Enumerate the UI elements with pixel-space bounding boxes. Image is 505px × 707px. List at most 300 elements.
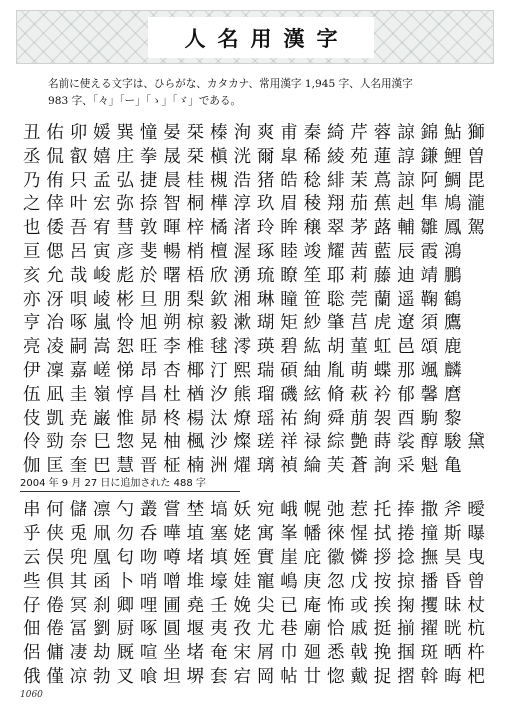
kanji-cell: 霞 [420,241,439,262]
kanji-cell: 秦 [303,123,322,143]
kanji-cell: 藍 [373,241,392,262]
intro-line-2: 983 字、「々」「ー」「ゝ」「ゞ」である。 [48,95,242,107]
kanji-cell: 亦 [22,289,41,310]
kanji-cell: 敦 [139,218,158,239]
kanji-cell: 李 [163,337,181,358]
kanji-cell: 岡 [256,667,275,688]
kanji-cell: 拭 [373,523,392,544]
kanji-cell: 柚 [163,432,181,453]
kanji-cell: 叉 [116,667,134,688]
title-box [148,17,374,58]
kanji-cell: 楓 [186,432,205,453]
kanji-cell: 吻 [139,547,158,568]
kanji-cell: 仔 [22,595,41,616]
kanji-cell: 堵 [186,643,205,664]
kanji-cell: 匂 [116,547,134,568]
kanji-cell: 旺 [139,337,158,358]
kanji-cell: 眸 [280,218,298,239]
kanji-cell: 渚 [233,218,251,239]
kanji-cell [464,384,487,408]
kanji-cell: 耀 [327,241,345,262]
kanji-cell: 碩 [280,360,298,381]
kanji-cell: 磯 [280,384,298,405]
kanji-cell: 亨 [22,313,41,334]
kanji-cell: 瞭 [280,265,298,286]
kanji-cell: 播 [420,571,439,592]
kanji-cell: 猪 [256,170,275,191]
kanji-cell: 凄 [69,643,88,664]
kanji-cell: 朔 [163,313,181,334]
kanji-cell: 攫 [420,595,439,616]
kanji-cell: 玲 [256,218,275,239]
kanji-cell: 俣 [46,547,64,568]
kanji-cell: 曙 [163,265,181,286]
kanji-cell: 雛 [420,218,439,239]
kanji-cell: 欣 [210,265,228,286]
kanji-cell: 蕉 [373,194,392,215]
kanji-cell: 聡 [327,289,345,310]
kanji-cell: 伶 [22,432,41,453]
kanji-cell: 蕗 [373,218,392,239]
kanji-cell: 捻 [397,547,415,568]
kanji-cell [464,289,487,313]
kanji-cell: 嵐 [93,313,111,334]
kanji-cell: 嵯 [93,360,111,381]
kanji-cell: 晏 [163,123,181,143]
kanji-cell: 也 [22,218,41,239]
kanji-table-main [20,122,488,479]
kanji-cell: 洸 [233,146,251,167]
kanji-cell: 黎 [443,408,462,429]
kanji-cell: 梨 [186,289,205,310]
kanji-cell: 壬 [210,595,228,616]
kanji-cell: 杖 [467,595,485,616]
kanji-cell: 埜 [186,500,205,520]
kanji-cell: 坐 [163,643,181,664]
kanji-cell: 昌 [139,384,158,405]
kanji-cell: 凜 [46,360,64,381]
kanji-cell: 佑 [46,123,64,143]
kanji-cell: 爾 [256,146,275,167]
kanji-cell: 諒 [397,170,415,191]
kanji-cell: 虹 [373,337,392,358]
kanji-cell: 蒔 [373,432,392,453]
kanji-cell: 瑛 [256,337,275,358]
kanji-cell: 或 [350,595,368,616]
kanji-cell: 撫 [420,547,439,568]
kanji-cell: 拳 [139,146,158,167]
kanji-cell: 斡 [420,667,439,688]
kanji-cell: 勃 [93,667,111,688]
kanji-cell: 慧 [116,456,134,477]
kanji-cell: 柾 [163,456,181,477]
kanji-cell: 倦 [46,595,64,616]
kanji-cell: 燦 [233,432,251,453]
kanji-cell: 嵩 [93,337,111,358]
kanji-cell: 哉 [69,265,88,286]
kanji-cell: 梧 [186,265,205,286]
kanji-cell: 楢 [186,384,205,405]
kanji-cell: 帖 [280,667,298,688]
kanji-cell: 獅 [467,123,485,143]
kanji-cell: 啄 [69,313,88,334]
kanji-cell: 乎 [22,523,41,544]
kanji-cell: 昏 [443,571,462,592]
kanji-cell: 匡 [46,456,64,477]
kanji-cell: 黛 [467,432,485,453]
kanji-cell: 萠 [350,408,368,429]
kanji-cell: 莞 [350,289,368,310]
kanji-cell: 輔 [397,218,415,239]
kanji-cell: 恰 [327,619,345,640]
kanji-cell: 彗 [116,218,134,239]
kanji-cell: 斯 [443,523,462,544]
kanji-cell: 翔 [327,194,345,215]
kanji-cell: 舜 [327,408,345,429]
kanji-cell: 嶺 [93,384,111,405]
kanji-cell: 塙 [210,500,228,520]
kanji-cell: 喧 [139,643,158,664]
kanji-cell: 勺 [116,500,134,520]
kanji-cell: 瑚 [256,313,275,334]
title-banner [16,10,494,64]
kanji-cell: 劫 [93,643,111,664]
kanji-cell: 綺 [327,123,345,143]
kanji-cell: 撞 [420,523,439,544]
kanji-cell: 欽 [210,289,228,310]
kanji-cell: 綾 [327,146,345,167]
kanji-cell: 些 [22,571,41,592]
kanji-cell: 捉 [373,667,392,688]
kanji-cell: 叶 [69,194,88,215]
kanji-cell: 只 [69,170,88,191]
kanji-cell: 圭 [69,384,88,405]
kanji-cell: 呂 [69,241,88,262]
kanji-cell [464,241,487,265]
kanji-cell: 蓮 [373,146,392,167]
kanji-cell: 竣 [303,241,322,262]
kanji-cell: 梢 [186,241,205,262]
kanji-cell: 晒 [443,643,462,664]
kanji-cell: 傭 [46,643,64,664]
kanji-cell: 挨 [373,595,392,616]
kanji-cell: 碧 [280,337,298,358]
kanji-cell: 夷 [210,619,228,640]
kanji-cell: 偲 [46,241,64,262]
kanji-cell: 冶 [46,313,64,334]
intro-line-1: 名前に使える文字は、ひらがな、カタカナ、常用漢字 1,945 字、人名用漢字 [48,78,413,90]
kanji-cell: 崚 [93,289,111,310]
kanji-cell: 戴 [350,667,368,688]
kanji-cell: 笹 [303,289,322,310]
kanji-cell: 嗣 [69,337,88,358]
kanji-cell: 昧 [443,595,462,616]
kanji-cell: 諄 [397,146,415,167]
kanji-cell: 斐 [139,241,158,262]
kanji-cell: 椎 [186,337,205,358]
kanji-cell: 凌 [46,337,64,358]
kanji-cell: 胡 [327,337,345,358]
kanji-cell: 汀 [210,360,228,381]
kanji-cell: 嘩 [163,523,181,544]
kanji-cell: 榛 [210,123,228,143]
kanji-cell: 遼 [397,313,415,334]
kanji-cell: 燎 [233,408,251,429]
kanji-cell [464,312,487,336]
kanji-cell: 噌 [163,571,181,592]
kanji-cell: 寵 [256,571,275,592]
kanji-cell: 勁 [46,432,64,453]
kanji-cell: 楊 [186,408,205,429]
kanji-cell: 挺 [373,619,392,640]
kanji-cell: 已 [280,595,298,616]
kanji-cell: 琉 [256,265,275,286]
kanji-cell: 捷 [139,170,158,191]
kanji-cell: 渥 [233,241,251,262]
kanji-cell: 戊 [350,571,368,592]
kanji-cell: 掴 [397,643,415,664]
kanji-cell: 袈 [373,408,392,429]
kanji-cell: 淳 [233,194,251,215]
kanji-cell: 冨 [69,619,88,640]
kanji-cell: 惟 [116,408,134,429]
kanji-cell: 芹 [350,123,368,143]
kanji-cell: 曽 [467,146,485,167]
kanji-cell: 稀 [303,146,322,167]
kanji-cell: 智 [163,194,181,215]
kanji-cell: 馨 [420,384,439,405]
kanji-cell: 伽 [22,456,41,477]
kanji-cell: 鷹 [443,313,462,334]
kanji-cell: 圓 [163,619,181,640]
kanji-cell: 恕 [116,337,134,358]
kanji-cell: 毅 [210,313,228,334]
kanji-cell: 稔 [303,170,322,191]
kanji-cell: 惣 [116,432,134,453]
kanji-cell: 瑞 [256,360,275,381]
kanji-cell: 虎 [373,313,392,334]
kanji-cell: 栞 [186,146,205,167]
kanji-cell: 梓 [186,218,205,239]
kanji-cell: 杏 [163,360,181,381]
intro-text [48,76,488,110]
kanji-cell: 堰 [186,619,205,640]
kanji-cell: 胤 [327,360,345,381]
kanji-cell: 鎌 [420,146,439,167]
kanji-cell: 幌 [303,500,322,520]
kanji-cell: 鯛 [443,170,462,191]
kanji-cell: 鳳 [443,218,462,239]
kanji-cell: 倭 [46,218,64,239]
kanji-cell: 樺 [210,194,228,215]
kanji-cell: 凱 [46,408,64,429]
kanji-cell: 乃 [22,170,41,191]
kanji-cell: 頌 [420,337,439,358]
kanji-cell: 暢 [163,241,181,262]
kanji-cell: 茜 [350,241,368,262]
kanji-cell: 幡 [303,523,322,544]
kanji-cell: 彬 [116,289,134,310]
kanji-cell: 堺 [186,667,205,688]
kanji-cell: 凉 [69,667,88,688]
kanji-cell: 晦 [443,667,462,688]
kanji-cell: 瑠 [256,384,275,405]
kanji-cell: 遥 [397,289,415,310]
kanji-cell: 蝶 [373,360,392,381]
kanji-cell: 佃 [22,619,41,640]
kanji-cell: 其 [69,571,88,592]
kanji-cell: 哩 [139,595,158,616]
kanji-cell: 卜 [116,571,134,592]
kanji-cell: 紗 [303,313,322,334]
kanji-cell: 卯 [69,123,88,143]
kanji-cell: 僅 [46,667,64,688]
kanji-cell: 兜 [69,547,88,568]
kanji-cell: 琳 [256,289,275,310]
kanji-cell: 廿 [303,667,322,688]
kanji-cell: 熙 [233,360,251,381]
kanji-cell: 悉 [327,643,345,664]
kanji-cell: 槇 [210,146,228,167]
kanji-cell: 丞 [22,146,41,167]
kanji-cell: 裟 [397,432,415,453]
kanji-cell: 伎 [22,408,41,429]
kanji-cell: 肇 [327,313,345,334]
kanji-cell: 栞 [186,123,205,143]
kanji-cell: 笙 [303,265,322,286]
kanji-cell: 熊 [233,384,251,405]
kanji-cell: 采 [397,456,415,477]
kanji-cell: 允 [46,265,64,286]
kanji-cell: 凪 [46,384,64,405]
kanji-cell: 諒 [397,123,415,143]
kanji-cell: 戚 [350,619,368,640]
kanji-cell: 祐 [280,408,298,429]
kanji-cell: 亀 [443,456,462,477]
kanji-cell: 苑 [350,146,368,167]
kanji-cell: 宋 [233,643,251,664]
kanji-cell: 鶴 [443,289,462,310]
kanji-cell: 翠 [327,218,345,239]
kanji-cell: 靖 [420,265,439,286]
kanji-cell: 巴 [93,456,111,477]
kanji-cell: 巾 [280,643,298,664]
kanji-cell: 駿 [443,432,462,453]
kanji-cell: 汐 [210,384,228,405]
kanji-cell: 寓 [256,523,275,544]
kanji-cell: 托 [373,500,392,520]
kanji-cell: 圃 [163,595,181,616]
kanji-cell: 迪 [397,265,415,286]
kanji-cell: 稜 [303,194,322,215]
kanji-cell: 峨 [280,500,298,520]
kanji-cell: 庇 [303,547,322,568]
kanji-cell: 悌 [116,360,134,381]
kanji-cell: 彦 [116,241,134,262]
kanji-cell: 惺 [350,523,368,544]
kanji-cell: 坦 [163,667,181,688]
kanji-cell: 尖 [256,595,275,616]
kanji-cell: 壕 [210,571,228,592]
kanji-cell: 挽 [373,643,392,664]
section-heading: 2004 年 9 月 27 日に追加された 488 字 [20,477,240,492]
kanji-cell: 刹 [93,595,111,616]
kanji-cell: 杭 [467,619,485,640]
kanji-cell: 叡 [69,146,88,167]
kanji-cell: 宥 [93,218,111,239]
kanji-cell: 鵬 [443,265,462,286]
kanji-cell: 堆 [186,571,205,592]
kanji-cell: 呑 [139,523,158,544]
kanji-cell: 惇 [116,384,134,405]
kanji-cell: 蘭 [373,289,392,310]
kanji-cell: 蒼 [350,456,368,477]
kanji-cell: 睦 [280,241,298,262]
kanji-cell: 絢 [303,408,322,429]
kanji-cell: 庵 [303,595,322,616]
kanji-cell: 唄 [69,289,88,310]
kanji-cell: 斑 [420,643,439,664]
kanji-cell: 杜 [163,384,181,405]
kanji-cell: 萌 [350,360,368,381]
kanji-cell: 徠 [327,523,345,544]
kanji-cell: 凛 [93,500,111,520]
kanji-cell: 按 [373,571,392,592]
kanji-cell: 茉 [350,170,368,191]
kanji-cell: 宛 [256,500,275,520]
kanji-cell: 玖 [256,194,275,215]
kanji-cell: 昊 [443,547,462,568]
kanji-cell: 茅 [350,218,368,239]
kanji-cell: 桐 [186,194,205,215]
kanji-cell: 柊 [163,408,181,429]
kanji-cell: 颯 [420,360,439,381]
kanji-cell: 綜 [327,432,345,453]
kanji-cell: 巽 [116,123,134,143]
kanji-cell: 辰 [397,241,415,262]
kanji-cell [464,360,487,384]
kanji-cell: 戟 [350,643,368,664]
kanji-cell: 麟 [443,360,462,381]
kanji-cell: 噂 [163,547,181,568]
kanji-cell: 曾 [467,571,485,592]
kanji-cell: 杵 [467,643,485,664]
kanji-cell: 巷 [280,619,298,640]
kanji-cell: 捲 [397,523,415,544]
kanji-cell: 艶 [350,432,368,453]
kanji-cell: 嘉 [69,360,88,381]
kanji-cell: 何 [46,500,64,520]
kanji-cell: 曳 [467,547,485,568]
kanji-cell: 湘 [233,289,251,310]
kanji-cell: 惚 [327,667,345,688]
kanji-cell [464,336,487,360]
kanji-cell: 鞠 [420,289,439,310]
kanji-cell: 摺 [397,667,415,688]
kanji-cell: 揃 [397,619,415,640]
kanji-cell: 厩 [116,643,134,664]
kanji-cell: 弥 [116,194,134,215]
kanji-cell: 憧 [139,123,158,143]
kanji-cell: 鳩 [443,194,462,215]
kanji-cell: 洲 [210,456,228,477]
kanji-cell: 桂 [186,170,205,191]
kanji-cell: 斧 [443,500,462,520]
kanji-cell: 瞳 [280,289,298,310]
kanji-cell: 忽 [327,571,345,592]
kanji-cell: 凰 [93,547,111,568]
kanji-cell: 鴻 [443,241,462,262]
